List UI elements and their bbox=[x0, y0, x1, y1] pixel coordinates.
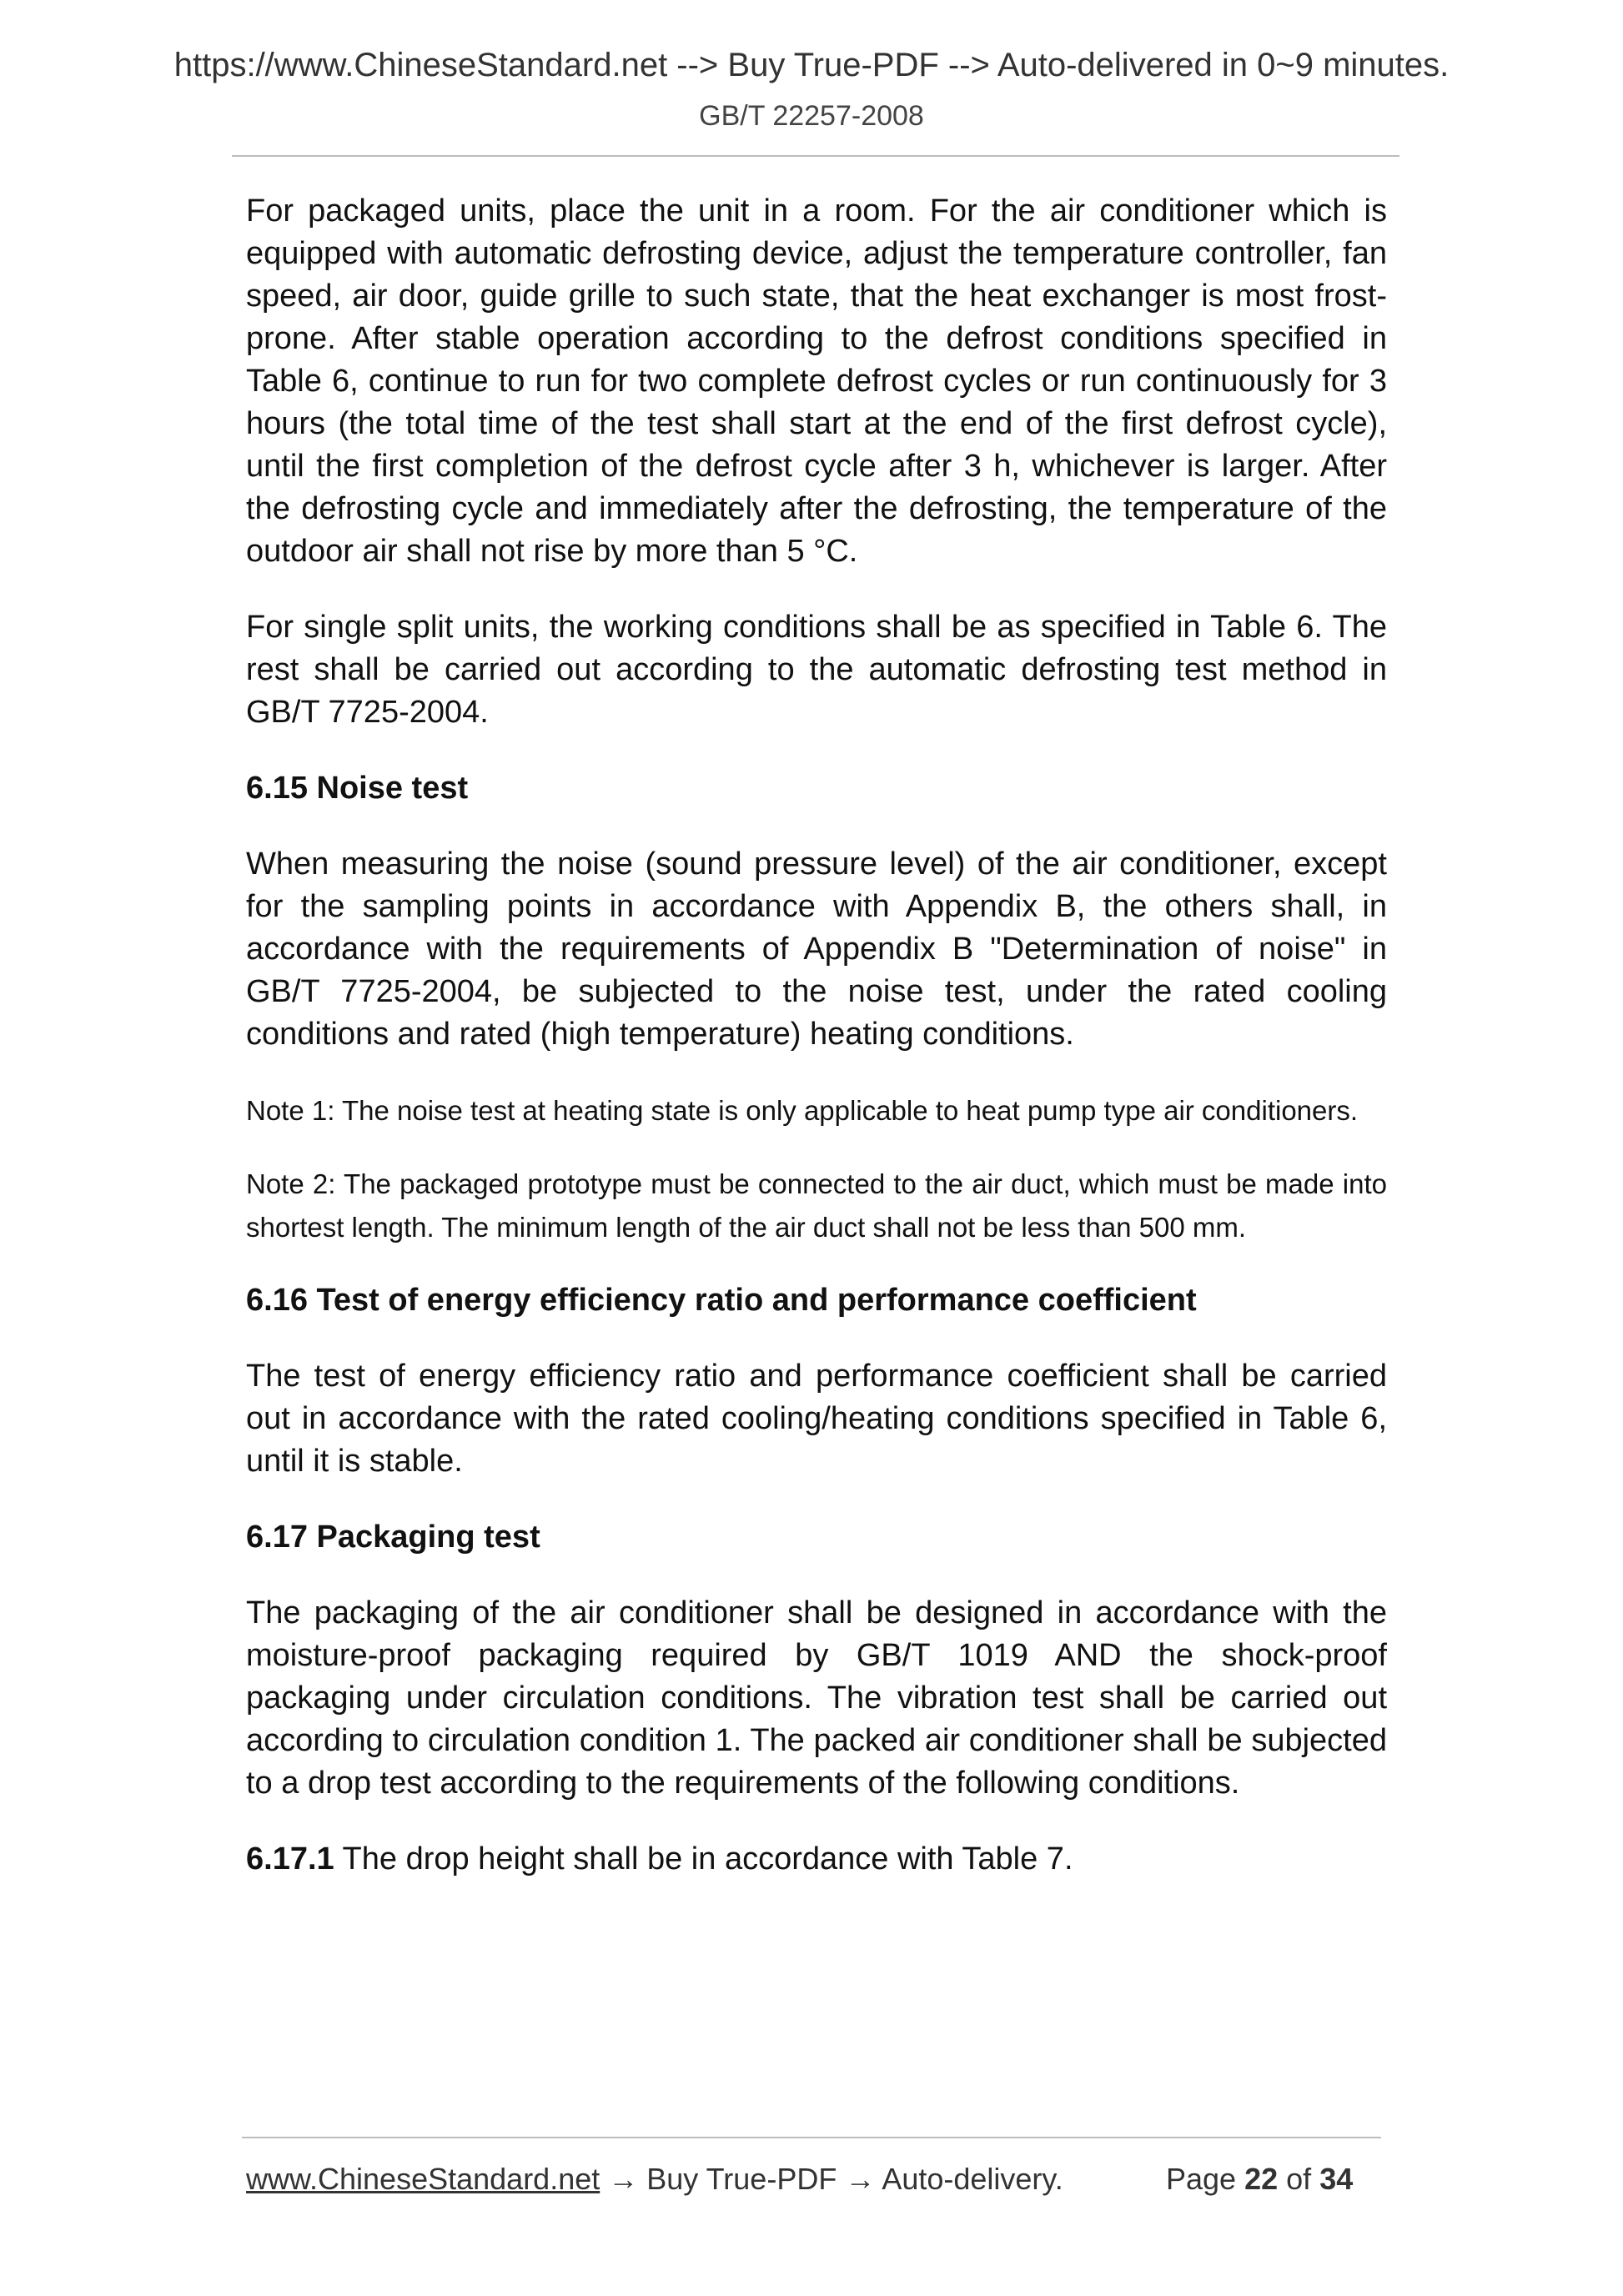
clause-text: The drop height shall be in accordance with Table 7. bbox=[342, 1841, 1073, 1876]
standard-code: GB/T 22257-2008 bbox=[699, 100, 924, 132]
note-2: Note 2: The packaged prototype must be connected to the air duct, which must be made into shortest length. The minimum length of the air duct shall not be less than 500 mm. bbox=[246, 1168, 1387, 1243]
of-word: of bbox=[1286, 2162, 1312, 2196]
section-heading-6-16: 6.16 Test of energy efficiency ratio and performance coefficient bbox=[246, 1283, 1197, 1318]
clause-number: 6.17.1 bbox=[246, 1841, 334, 1876]
header-divider bbox=[232, 155, 1399, 157]
site-link[interactable]: www.ChineseStandard.net bbox=[246, 2162, 600, 2196]
clause-6-17-1 bbox=[246, 1838, 1387, 1881]
section-heading-6-17: 6.17 Packaging test bbox=[246, 1520, 540, 1555]
footer-site bbox=[246, 2162, 1063, 2197]
paragraph-energy: The test of energy efficiency ratio and performance coefficient shall be carried out in accordance with the rated cooling/heating conditions specified in Table 6, until it is stable. bbox=[246, 1359, 1387, 1479]
page-indicator bbox=[1166, 2162, 1353, 2197]
paragraph-noise: When measuring the noise (sound pressure level) of the air conditioner, except for the sampling points in accordance with Appendix B, the others shall, in accordance with the requirements of Appendix B "Determination of noise" in GB/T 7725-2004, be subjected to the noise test, under the rated cooling conditions and rated (high temperature) heating conditions. bbox=[246, 847, 1387, 1052]
paragraph-defrost-packaged: For packaged units, place the unit in a room. For the air conditioner which is equipped with automatic defrosting device, adjust the temperature controller, fan speed, air door, guide grille to such state, that the heat exchanger is most frost-prone. After stable operation according to the defrost conditions specified in Table 6, continue to run for two complete defrost cycles or run continuously for 3 hours (the total time of the test shall start at the end of the first defrost cycle), until the first completion of the defrost cycle after 3 h, whichever is larger. After the defrosting cycle and immediately after the defrosting, the temperature of the outdoor air shall not rise by more than 5 °C. bbox=[246, 193, 1387, 569]
page-number: 22 bbox=[1244, 2162, 1279, 2196]
footer-tagline: → Buy True-PDF → Auto-delivery. bbox=[600, 2162, 1063, 2196]
page-word: Page bbox=[1166, 2162, 1237, 2196]
section-heading-6-15: 6.15 Noise test bbox=[246, 771, 469, 806]
footer-divider bbox=[242, 2137, 1381, 2138]
note-1: Note 1: The noise test at heating state is only applicable to heat pump type air conditioners. bbox=[246, 1095, 1359, 1126]
total-pages: 34 bbox=[1319, 2162, 1354, 2196]
header-url-line: https://www.ChineseStandard.net --> Buy True-PDF --> Auto-delivered in 0~9 minutes. bbox=[173, 47, 1450, 83]
paragraph-packaging: The packaging of the air conditioner shall be designed in accordance with the moisture-proof packaging required by GB/T 1019 AND the shock-proof packaging under circulation conditions. The vibration test shall be carried out according to circulation condition 1. The packed air conditioner shall be subjected to a drop test according to the requirements of the following conditions. bbox=[246, 1595, 1387, 1801]
paragraph-defrost-split: For single split units, the working conditions shall be as specified in Table 6. The rest shall be carried out according to the automatic defrosting test method in GB/T 7725-2004. bbox=[246, 610, 1387, 730]
document-body bbox=[246, 190, 1387, 1914]
